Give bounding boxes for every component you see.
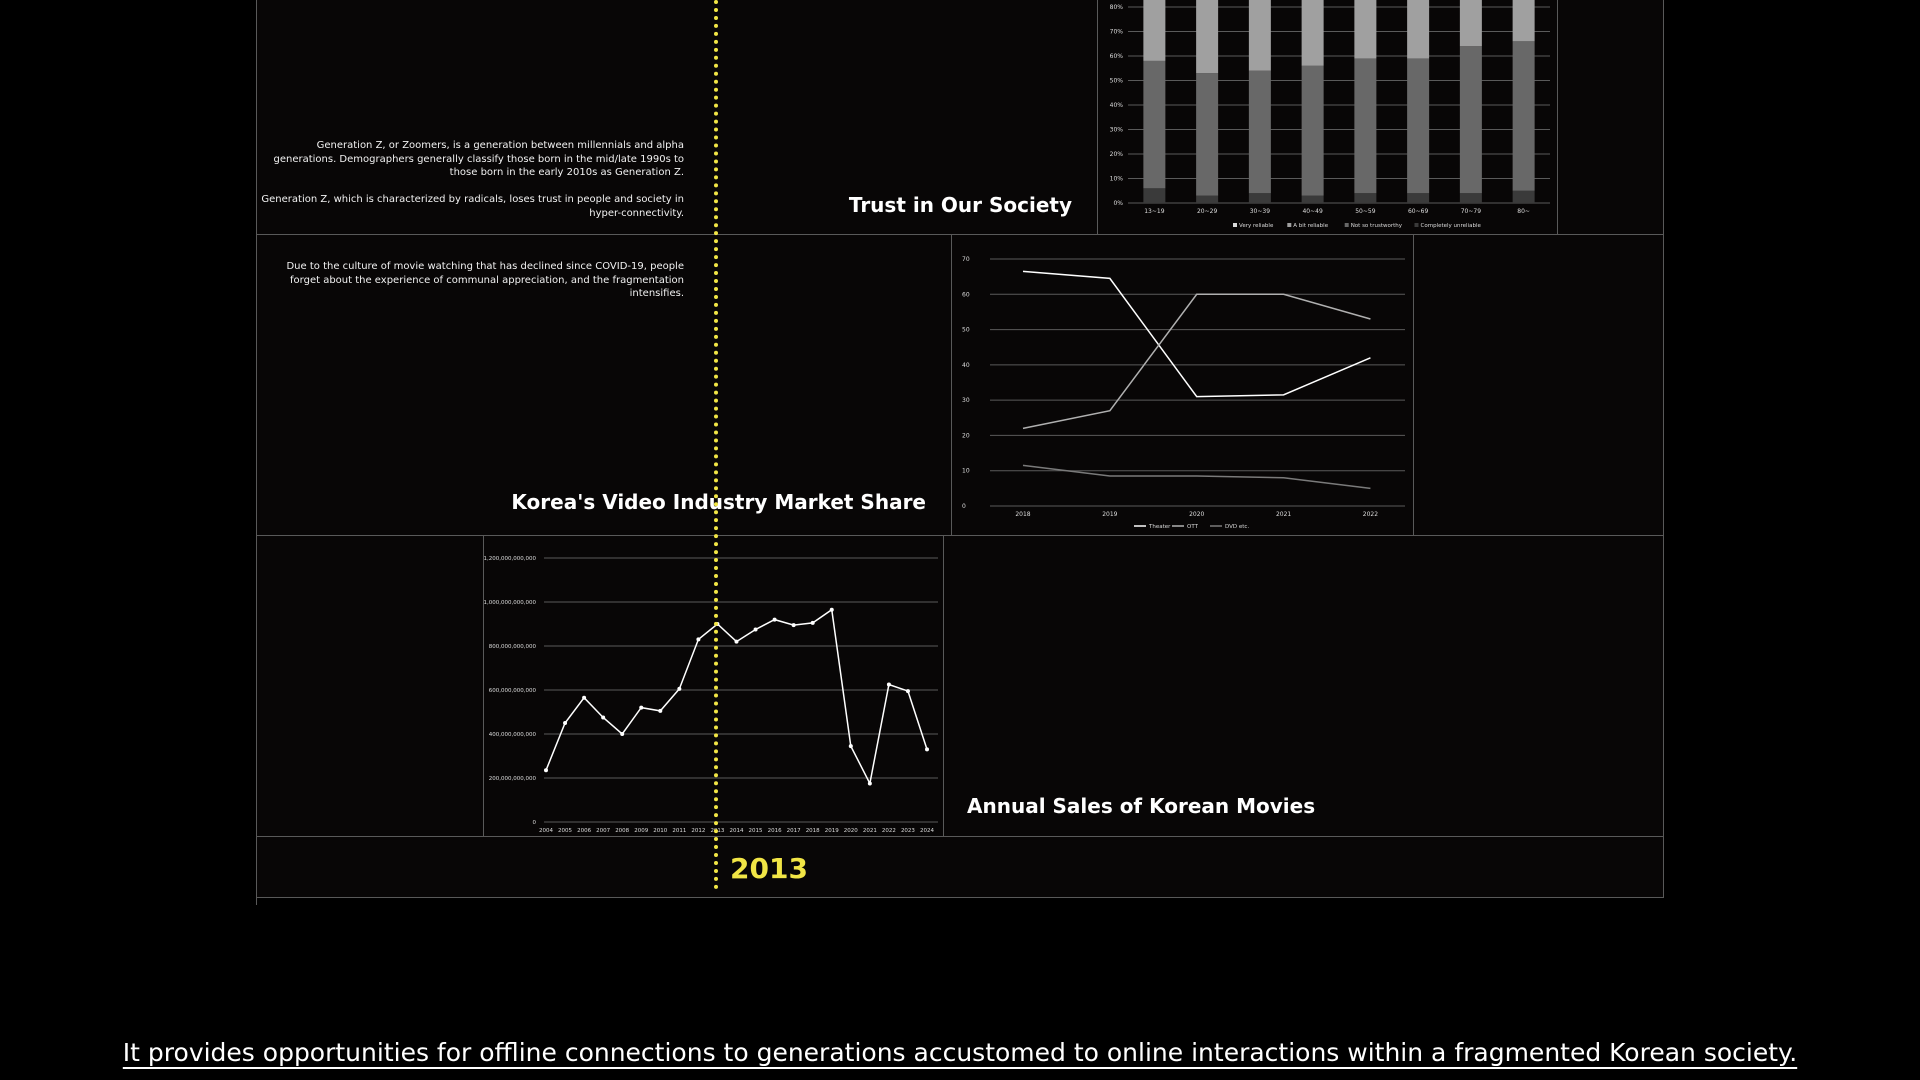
- annual-sales-chart-title: Annual Sales of Korean Movies: [967, 794, 1316, 818]
- bar-segment: [1354, 58, 1376, 193]
- covid-culture-paragraph: Due to the culture of movie watching that has declined since COVID-19, people forget about the experience of communal appreciation, and the fragmentation intensifies.: [286, 261, 684, 299]
- legend-label: Very reliable: [1239, 223, 1274, 229]
- y-tick-label: 1,000,000,000,000: [483, 600, 536, 606]
- bar-segment: [1460, 193, 1482, 203]
- x-tick-label: 2020: [843, 828, 858, 834]
- series-line: [1023, 465, 1370, 488]
- row-divider: [256, 836, 1664, 837]
- x-tick-label: 2019: [824, 828, 839, 834]
- bar-segment: [1513, 0, 1535, 41]
- y-tick-label: 50: [962, 326, 970, 334]
- x-tick-label: 30~39: [1249, 208, 1271, 215]
- legend-swatch: [1415, 223, 1419, 227]
- y-tick-label: 60%: [1109, 53, 1123, 60]
- legend-swatch: [1233, 223, 1237, 227]
- data-point: [563, 721, 567, 725]
- bar-segment: [1354, 193, 1376, 203]
- bar-segment: [1513, 41, 1535, 190]
- x-tick-label: 2008: [615, 828, 630, 834]
- genz-intro-paragraph: Generation Z, or Zoomers, is a generation between millennials and alpha generations. Demographers generally classify those born in the mid/late 1990s to those born in the early 2010s as Generation Z.: [273, 140, 684, 178]
- x-tick-label: 80~: [1517, 208, 1530, 215]
- data-point: [677, 687, 681, 691]
- legend-label: Completely unreliable: [1420, 223, 1481, 229]
- x-tick-label: 2009: [634, 828, 649, 834]
- y-tick-label: 60: [962, 291, 970, 299]
- data-point: [887, 683, 891, 687]
- x-tick-label: 2015: [748, 828, 763, 834]
- y-tick-label: 80%: [1109, 4, 1123, 11]
- x-tick-label: 2021: [1275, 511, 1292, 518]
- timeline-marker-line: [714, 0, 718, 890]
- x-tick-label: 2006: [577, 828, 592, 834]
- data-point: [658, 709, 662, 713]
- column-divider: [256, 0, 257, 905]
- bar-segment: [1302, 0, 1324, 66]
- market-share-chart-title: Korea's Video Industry Market Share: [511, 490, 926, 514]
- data-point: [582, 696, 586, 700]
- legend-swatch: [1345, 223, 1349, 227]
- x-tick-label: 2024: [920, 828, 934, 834]
- legend-label: A bit reliable: [1293, 223, 1329, 229]
- bar-segment: [1407, 0, 1429, 58]
- data-point: [868, 782, 872, 786]
- x-tick-label: 60~69: [1407, 208, 1429, 215]
- x-tick-label: 2020: [1189, 511, 1205, 518]
- bar-segment: [1407, 58, 1429, 193]
- y-tick-label: 20%: [1109, 151, 1123, 158]
- x-tick-label: 2022: [881, 828, 896, 834]
- data-point: [792, 623, 796, 627]
- market-share-line-chart: [952, 235, 1413, 535]
- x-tick-label: 2011: [672, 828, 687, 834]
- bar-segment: [1302, 196, 1324, 203]
- row-divider: [256, 897, 1664, 898]
- bar-segment: [1249, 71, 1271, 194]
- data-point: [754, 628, 758, 632]
- market-chart-frame-right: [1413, 234, 1414, 535]
- row-divider: [256, 535, 1664, 536]
- column-divider: [1663, 0, 1664, 898]
- y-tick-label: 10%: [1109, 175, 1123, 183]
- data-point: [773, 618, 777, 622]
- data-point: [925, 747, 929, 751]
- x-tick-label: 2004: [539, 828, 553, 834]
- x-tick-label: 2021: [862, 828, 877, 834]
- bar-segment: [1143, 0, 1165, 61]
- y-tick-label: 30: [962, 397, 970, 405]
- x-tick-label: 2007: [596, 828, 611, 834]
- y-tick-label: 40: [962, 361, 970, 369]
- x-tick-label: 2022: [1362, 511, 1379, 518]
- bar-segment: [1249, 0, 1271, 71]
- bar-segment: [1249, 193, 1271, 203]
- series-line: [1023, 271, 1370, 396]
- data-point: [639, 706, 643, 710]
- x-tick-label: 40~49: [1302, 208, 1323, 215]
- bar-segment: [1143, 188, 1165, 203]
- legend-label: DVD etc.: [1225, 524, 1250, 530]
- y-tick-label: 40%: [1109, 102, 1123, 109]
- trust-bar-chart: [1098, 0, 1557, 234]
- x-tick-label: 2012: [691, 828, 706, 834]
- y-tick-label: 70%: [1109, 28, 1123, 36]
- x-tick-label: 2016: [767, 828, 782, 834]
- bar-segment: [1196, 0, 1218, 73]
- y-tick-label: 20: [962, 432, 970, 440]
- x-tick-label: 2018: [805, 828, 820, 834]
- bar-segment: [1196, 73, 1218, 195]
- timeline-year-label: 2013: [730, 852, 808, 885]
- bar-segment: [1513, 191, 1535, 203]
- x-tick-label: 2023: [900, 828, 915, 834]
- y-tick-label: 1,200,000,000,000: [483, 556, 536, 562]
- legend-swatch: [1287, 223, 1291, 227]
- y-tick-label: 200,000,000,000: [488, 776, 536, 782]
- bar-segment: [1302, 66, 1324, 196]
- bar-segment: [1143, 61, 1165, 188]
- x-tick-label: 50~59: [1355, 208, 1376, 215]
- data-point: [906, 689, 910, 693]
- x-tick-label: 70~79: [1460, 208, 1482, 215]
- x-tick-label: 13~19: [1144, 208, 1165, 215]
- x-tick-label: 2013: [710, 828, 725, 834]
- legend-label: OTT: [1187, 524, 1198, 530]
- y-tick-label: 0: [532, 820, 536, 826]
- bar-segment: [1460, 46, 1482, 193]
- tagline: It provides opportunities for offline connections to generations accustomed to online interactions within a fragmented Korean society.: [122, 1038, 1798, 1067]
- data-point: [849, 744, 853, 748]
- sales-chart-frame-right: [943, 535, 944, 836]
- y-tick-label: 0: [962, 503, 966, 510]
- x-tick-label: 2010: [653, 828, 668, 834]
- x-tick-label: 2018: [1015, 511, 1031, 518]
- data-point: [544, 768, 548, 772]
- y-tick-label: 10: [962, 467, 970, 475]
- data-point: [735, 640, 739, 644]
- y-tick-label: 0%: [1113, 200, 1123, 207]
- data-point: [811, 621, 815, 625]
- genz-trust-paragraph: Generation Z, which is characterized by radicals, loses trust in people and society in hyper-connectivity.: [261, 194, 684, 219]
- x-tick-label: 2014: [729, 828, 744, 834]
- x-tick-label: 2019: [1102, 511, 1118, 518]
- y-tick-label: 50%: [1109, 77, 1123, 85]
- legend-label: Not so trustworthy: [1350, 223, 1403, 229]
- legend-label: Theater: [1149, 524, 1171, 530]
- bar-segment: [1407, 193, 1429, 203]
- bar-segment: [1354, 0, 1376, 58]
- y-tick-label: 600,000,000,000: [488, 688, 536, 694]
- y-tick-label: 800,000,000,000: [488, 644, 536, 650]
- data-point: [830, 608, 834, 612]
- y-tick-label: 70: [962, 256, 970, 263]
- y-tick-label: 400,000,000,000: [488, 732, 536, 738]
- data-point: [696, 637, 700, 641]
- bar-segment: [1460, 0, 1482, 46]
- x-tick-label: 2017: [786, 828, 801, 834]
- bar-segment: [1196, 196, 1218, 203]
- x-tick-label: 20~29: [1196, 208, 1218, 215]
- data-point: [601, 716, 605, 720]
- series-line: [1023, 294, 1370, 428]
- series-line: [546, 610, 927, 784]
- x-tick-label: 2005: [558, 828, 573, 834]
- trust-chart-title: Trust in Our Society: [848, 193, 1072, 217]
- data-point: [620, 732, 624, 736]
- y-tick-label: 30%: [1109, 126, 1123, 134]
- trust-chart-frame-right: [1557, 0, 1558, 234]
